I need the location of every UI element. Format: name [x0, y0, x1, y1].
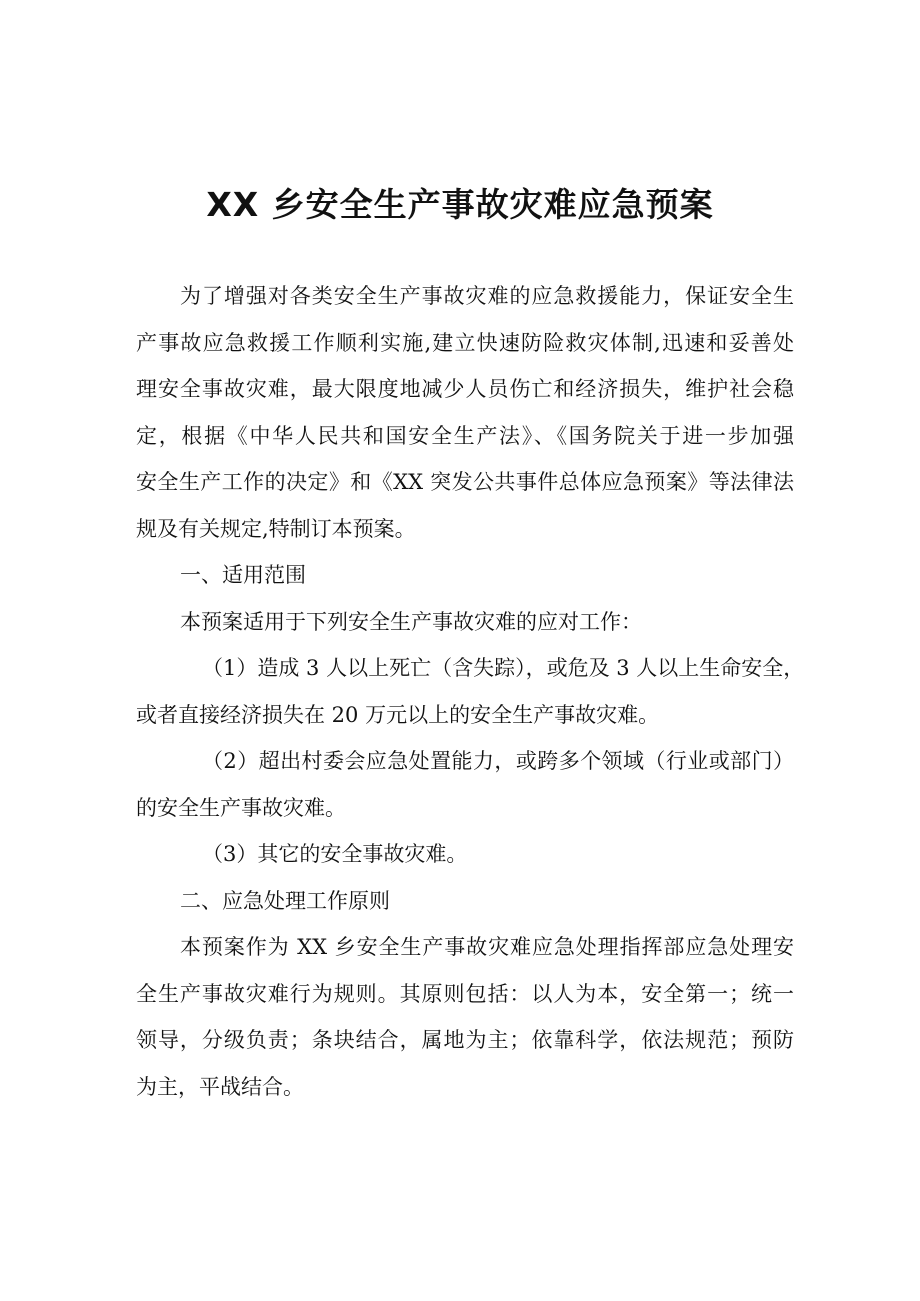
intro-line: 规及有关规定,特制订本预案。	[136, 516, 416, 541]
scope-item-1	[136, 645, 805, 738]
principles-line: 本预案作为 XX 乡安全生产事故灾难应急处理指挥部应急处理安	[180, 935, 794, 959]
scope-item-line: （1）造成 3 人以上死亡（含失踪），或危及 3 人以上生命安全，	[202, 656, 805, 680]
intro-line: 为了增强对各类安全生产事故灾难的应急救援能力，保证安全生	[180, 284, 794, 308]
intro-paragraph	[136, 273, 794, 552]
section-heading-principles: 二、应急处理工作原则	[180, 888, 390, 913]
scope-lead-text: 本预案适用于下列安全生产事故灾难的应对工作：	[180, 609, 642, 634]
principles-line: 全生产事故灾难行为规则。其原则包括：以人为本，安全第一；统一	[136, 981, 794, 1006]
scope-item-3: （3）其它的安全事故灾难。	[202, 842, 468, 866]
scope-item-line: 的安全生产事故灾难。	[136, 795, 346, 820]
intro-line: 定，根据《中华人民共和国安全生产法》、《国务院关于进一步加强	[136, 423, 794, 448]
principles-paragraph	[136, 924, 794, 1110]
intro-line: 安全生产工作的决定》和《XX 突发公共事件总体应急预案》等法律法	[136, 470, 794, 494]
section-heading-scope: 一、适用范围	[180, 563, 306, 587]
document-body	[136, 273, 805, 1110]
principles-line: 为主，平战结合。	[136, 1074, 304, 1099]
intro-line: 理安全事故灾难，最大限度地减少人员伤亡和经济损失，维护社会稳	[136, 377, 794, 401]
principles-line: 领导，分级负责；条块结合，属地为主；依靠科学，依法规范；预防	[136, 1028, 794, 1052]
document-title: XX 乡安全生产事故灾难应急预案	[206, 185, 714, 224]
intro-line: 产事故应急救援工作顺利实施,建立快速防险救灾体制,迅速和妥善处	[136, 330, 794, 355]
scope-item-line: 或者直接经济损失在 20 万元以上的安全生产事故灾难。	[136, 702, 660, 727]
scope-item-line: （2）超出村委会应急处置能力，或跨多个领域（行业或部门）	[202, 749, 794, 773]
scope-item-2	[136, 738, 794, 831]
